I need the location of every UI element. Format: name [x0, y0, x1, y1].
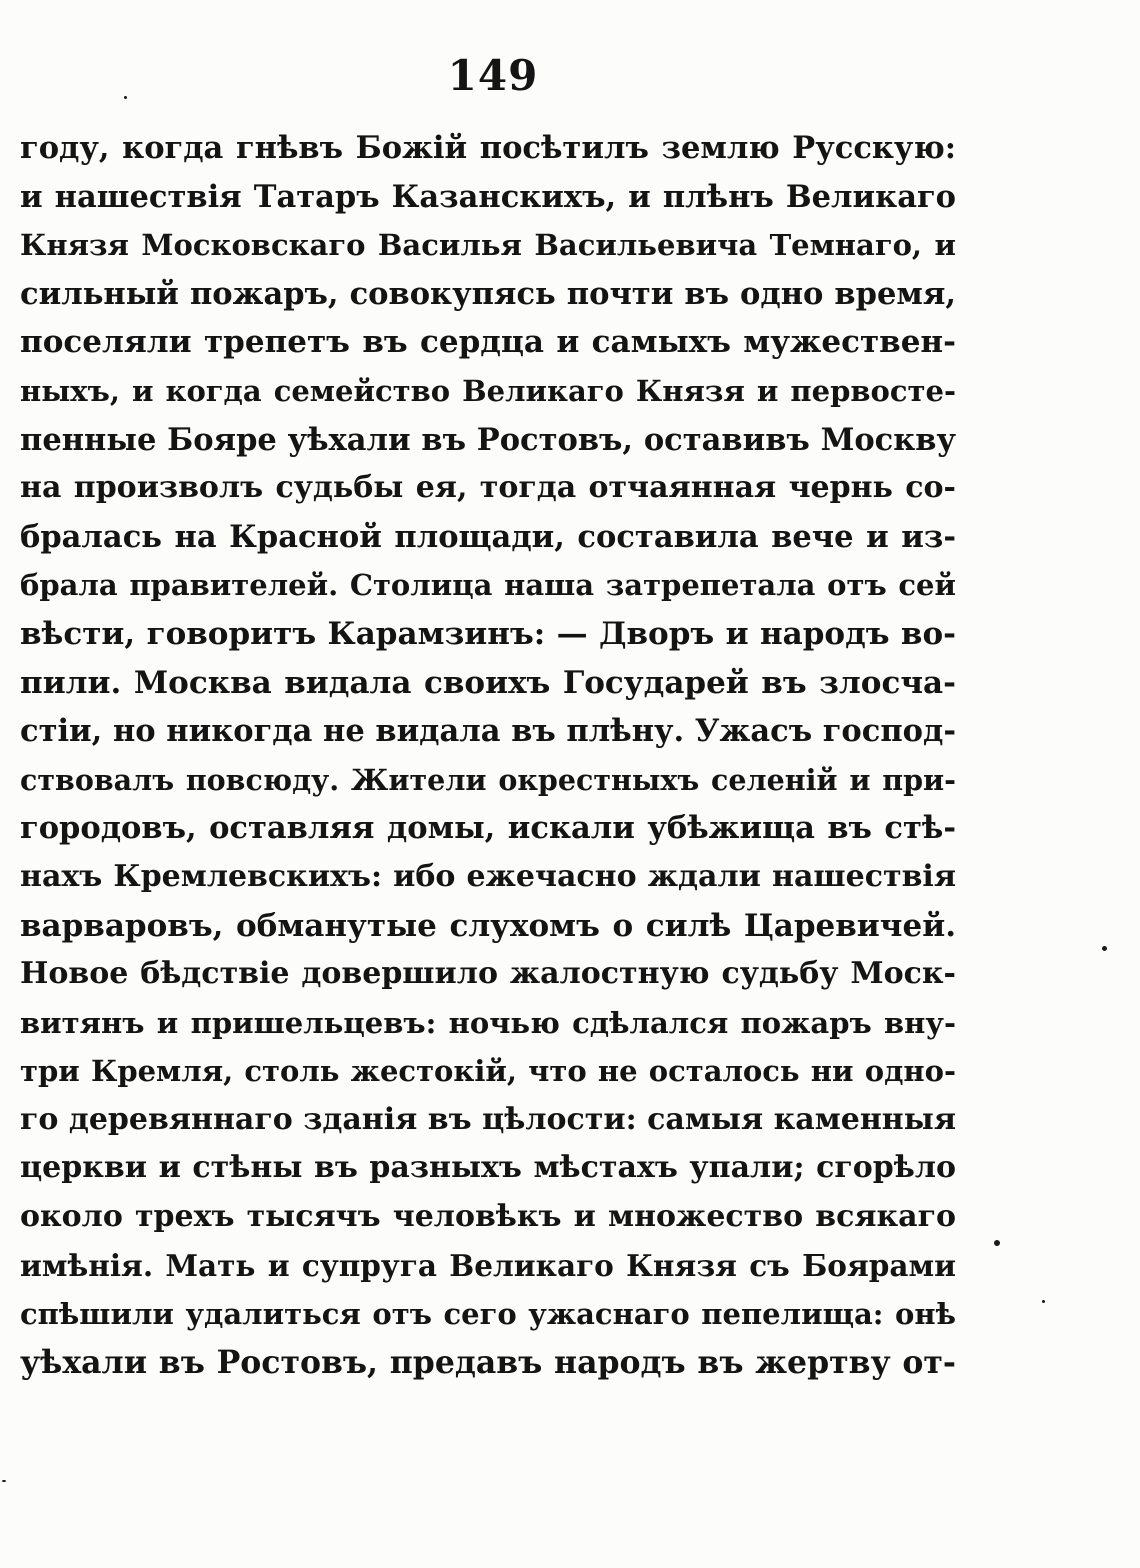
text-line: Князя Московскаго Василья Васильевича Темнаго, и: [20, 228, 956, 263]
text-line: церкви и стѣны въ разныхъ мѣстахъ упали; сгорѣло: [20, 1150, 956, 1186]
scan-speck: [994, 1240, 1000, 1246]
scan-speck: [1102, 946, 1107, 951]
scan-speck: [124, 96, 127, 99]
text-line: спѣшили удалиться отъ сего ужаснаго пепелища: онѣ: [20, 1297, 956, 1332]
text-line: варваровъ, обманутые слухомъ о силѣ Царевичей.: [20, 907, 956, 944]
text-line: на произволъ судьбы ея, тогда отчаянная чернь со-: [20, 470, 956, 506]
scan-speck: [2, 1480, 6, 1482]
text-line: пенные Бояре уѣхали въ Ростовъ, оставивъ Москву: [20, 421, 956, 458]
text-line: сильный пожаръ, совокупясь почти въ одно время,: [20, 275, 956, 312]
text-line: городовъ, оставляя домы, искали убѣжища въ стѣ-: [20, 810, 956, 847]
text-line: году, когда гнѣвъ Божій посѣтилъ землю Русскую:: [20, 130, 956, 166]
text-line: ствовалъ повсюду. Жители окрестныхъ селеній и при-: [20, 762, 956, 797]
text-line: поселяли трепетъ въ сердца и самыхъ мужествен-: [20, 324, 956, 361]
scan-speck: [1042, 1300, 1045, 1303]
text-line: имѣнія. Мать и супруга Великаго Князя съ Боярами: [20, 1247, 956, 1283]
text-line: три Кремля, столь жестокій, что не осталось ни одно-: [20, 1054, 956, 1089]
page-number: 149: [447, 51, 539, 100]
text-line: стіи, но никогда не видала въ плѣну. Ужасъ господ-: [20, 713, 956, 750]
text-line: вѣсти, говоритъ Карамзинъ: — Дворъ и народъ во-: [20, 615, 956, 652]
text-line: го деревяннаго зданія въ цѣлости: самыя каменныя: [20, 1101, 956, 1137]
text-line: уѣхали въ Ростовъ, предавъ народъ въ жертву от-: [20, 1343, 956, 1381]
text-line: около трехъ тысячъ человѣкъ и множество всякаго: [20, 1199, 956, 1235]
text-line: пили. Москва видала своихъ Государей въ злосча-: [20, 664, 956, 701]
body-text: [20, 124, 956, 1387]
text-line: ныхъ, и когда семейство Великаго Князя и первосте-: [20, 373, 956, 408]
text-line: брала правителей. Столица наша затрепетала отъ сей: [20, 568, 956, 603]
text-line: Новое бѣдствіе довершило жалостную судьбу Моск-: [20, 956, 956, 992]
text-line: и нашествія Татаръ Казанскихъ, и плѣнъ Великаго: [20, 178, 956, 215]
text-line: бралась на Красной площади, составила вече и из-: [20, 518, 956, 555]
text-line: витянъ и пришельцевъ: ночью сдѣлался пожаръ вну-: [20, 1005, 956, 1040]
text-line: нахъ Кремлевскихъ: ибо ежечасно ждали нашествія: [20, 858, 956, 894]
